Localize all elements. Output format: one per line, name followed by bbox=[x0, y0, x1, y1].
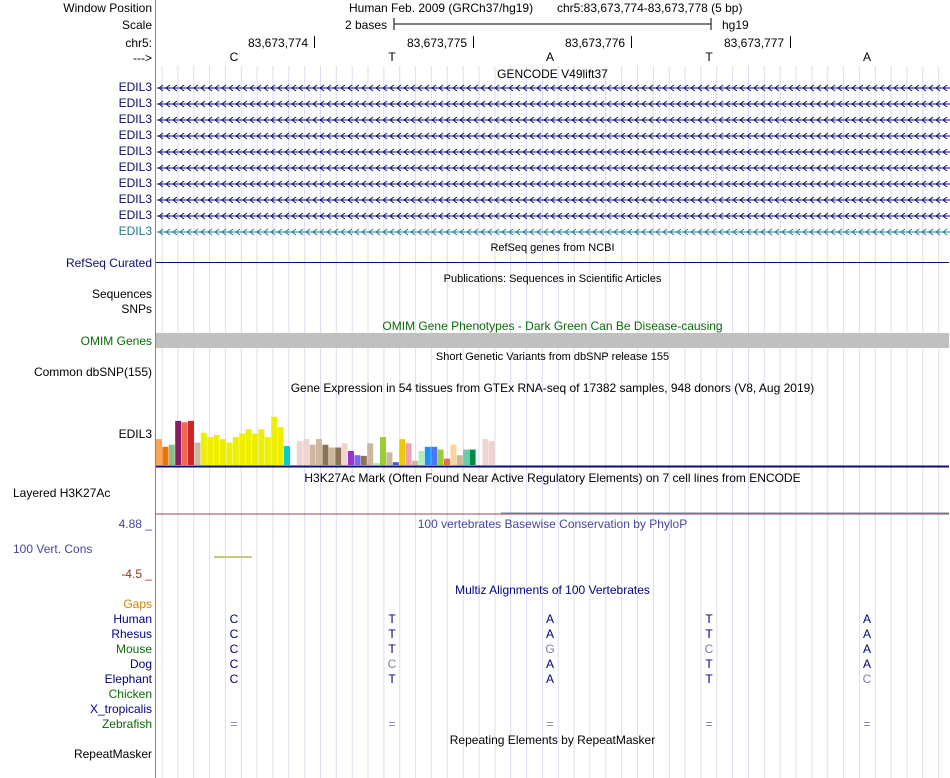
gtex-tissue-bar[interactable] bbox=[399, 439, 405, 465]
coordinate-tick bbox=[473, 36, 474, 48]
gencode-gene-feature[interactable] bbox=[157, 115, 950, 125]
gtex-tissue-bar[interactable] bbox=[188, 421, 194, 465]
multiz-species-label[interactable]: Rhesus bbox=[111, 627, 152, 641]
multiz-base: C bbox=[229, 642, 239, 656]
gencode-gene-label[interactable]: EDIL3 bbox=[118, 160, 152, 174]
gencode-gene-label[interactable]: EDIL3 bbox=[118, 176, 152, 190]
gencode-gene-label[interactable]: EDIL3 bbox=[118, 192, 152, 206]
gencode-gene-label[interactable]: EDIL3 bbox=[118, 80, 152, 94]
base-letter: T bbox=[388, 50, 396, 64]
multiz-base: A bbox=[862, 612, 871, 626]
gtex-tissue-bar[interactable] bbox=[457, 455, 463, 465]
multiz-base: A bbox=[545, 672, 554, 686]
multiz-base: T bbox=[388, 642, 396, 656]
gtex-tissue-bar[interactable] bbox=[438, 450, 444, 465]
coordinate-2: 83,673,775 bbox=[407, 36, 468, 50]
multiz-base: A bbox=[862, 642, 871, 656]
gtex-bar-chart[interactable] bbox=[156, 395, 949, 469]
base-letter: A bbox=[862, 50, 871, 64]
coordinate-4: 83,673,777 bbox=[724, 36, 785, 50]
omim-track-title[interactable]: OMIM Gene Phenotypes - Dark Green Can Be Disease-causing bbox=[382, 319, 723, 333]
gencode-gene-feature[interactable] bbox=[157, 131, 950, 141]
gtex-track-title[interactable]: Gene Expression in 54 tissues from GTEx RNA-seq of 17382 samples, 948 donors (V8, Aug 2019) bbox=[290, 381, 815, 395]
multiz-base: T bbox=[705, 672, 713, 686]
gtex-tissue-bar[interactable] bbox=[329, 448, 335, 466]
multiz-base: A bbox=[545, 612, 554, 626]
dbsnp-track-title[interactable]: Short Genetic Variants from dbSNP release 155 bbox=[435, 351, 670, 363]
multiz-base: T bbox=[388, 672, 396, 686]
gtex-tissue-bar[interactable] bbox=[463, 450, 469, 465]
multiz-base: C bbox=[229, 672, 239, 686]
cons-label[interactable]: 100 Vert. Cons bbox=[13, 542, 93, 556]
gtex-tissue-bar[interactable] bbox=[431, 447, 437, 465]
gtex-tissue-bar[interactable] bbox=[258, 429, 264, 465]
omim-label[interactable]: OMIM Genes bbox=[80, 334, 152, 348]
refseq-label[interactable]: RefSeq Curated bbox=[65, 256, 152, 270]
gencode-gene-feature[interactable] bbox=[157, 163, 950, 173]
multiz-species-label[interactable]: Human bbox=[113, 612, 152, 626]
gtex-tissue-bar[interactable] bbox=[220, 439, 226, 465]
gtex-tissue-bar[interactable] bbox=[265, 437, 271, 465]
multiz-gaps-label[interactable]: Gaps bbox=[123, 597, 152, 611]
multiz-base: C bbox=[229, 612, 239, 626]
multiz-species-label[interactable]: Chicken bbox=[108, 687, 152, 701]
gtex-tissue-bar[interactable] bbox=[367, 443, 373, 465]
multiz-base: T bbox=[705, 627, 713, 641]
cons-min-label: -4.5 _ bbox=[121, 567, 152, 581]
position-text[interactable]: chr5:83,673,774-83,673,778 (5 bp) bbox=[557, 1, 743, 15]
multiz-base: C bbox=[229, 627, 239, 641]
gtex-tissue-bar[interactable] bbox=[214, 435, 220, 465]
scale-bar bbox=[393, 17, 713, 31]
base-letter: C bbox=[229, 50, 239, 64]
gtex-tissue-bar[interactable] bbox=[239, 434, 245, 466]
cons-track-title[interactable]: 100 vertebrates Basewise Conservation by PhyloP bbox=[417, 517, 688, 531]
multiz-base: T bbox=[388, 627, 396, 641]
base-letter: A bbox=[545, 50, 554, 64]
h3k27ac-track-title[interactable]: H3K27Ac Mark (Often Found Near Active Regulatory Elements) on 7 cell lines from ENCODE bbox=[304, 471, 801, 485]
repeatmasker-track-title[interactable]: Repeating Elements by RepeatMasker bbox=[449, 733, 656, 747]
gtex-tissue-bar[interactable] bbox=[175, 421, 181, 465]
gencode-gene-feature[interactable] bbox=[157, 83, 950, 93]
multiz-base: T bbox=[705, 612, 713, 626]
gtex-tissue-bar[interactable] bbox=[182, 422, 188, 465]
coordinate-tick bbox=[631, 36, 632, 48]
gtex-tissue-bar[interactable] bbox=[348, 451, 354, 465]
gtex-tissue-bar[interactable] bbox=[470, 450, 476, 465]
gtex-tissue-bar[interactable] bbox=[162, 447, 168, 465]
refseq-gene-line[interactable] bbox=[156, 262, 949, 263]
multiz-species-label[interactable]: Mouse bbox=[115, 642, 152, 656]
omim-gene-bar[interactable] bbox=[156, 333, 949, 348]
gtex-tissue-bar[interactable] bbox=[297, 441, 303, 465]
gtex-tissue-bar[interactable] bbox=[201, 433, 207, 465]
gencode-gene-label[interactable]: EDIL3 bbox=[118, 96, 152, 110]
gtex-tissue-bar[interactable] bbox=[226, 443, 232, 465]
publications-sequences-label[interactable]: Sequences bbox=[91, 287, 152, 301]
gtex-label[interactable]: EDIL3 bbox=[118, 427, 152, 441]
gtex-tissue-bar[interactable] bbox=[386, 452, 392, 465]
multiz-base: A bbox=[545, 627, 554, 641]
multiz-base: = bbox=[546, 717, 554, 731]
multiz-base: C bbox=[387, 657, 397, 671]
gencode-track-title[interactable]: GENCODE V49lift37 bbox=[497, 67, 608, 81]
multiz-base: A bbox=[862, 627, 871, 641]
multiz-base: = bbox=[388, 717, 396, 731]
multiz-base: T bbox=[705, 657, 713, 671]
gtex-tissue-bar[interactable] bbox=[194, 443, 200, 465]
chrom-label: chr5: bbox=[125, 36, 152, 50]
gencode-gene-label[interactable]: EDIL3 bbox=[118, 224, 152, 238]
gtex-tissue-bar[interactable] bbox=[278, 427, 284, 465]
cons-signal bbox=[156, 555, 949, 561]
multiz-species-label[interactable]: Zebrafish bbox=[101, 717, 152, 731]
coordinate-3: 83,673,776 bbox=[565, 36, 626, 50]
gencode-gene-feature[interactable] bbox=[157, 227, 950, 237]
gtex-tissue-bar[interactable] bbox=[322, 445, 328, 465]
gtex-tissue-bar[interactable] bbox=[271, 417, 277, 465]
gtex-tissue-bar[interactable] bbox=[482, 439, 488, 465]
gtex-tissue-bar[interactable] bbox=[310, 445, 316, 465]
h3k27ac-label[interactable]: Layered H3K27Ac bbox=[13, 486, 111, 500]
scale-label: Scale bbox=[121, 18, 152, 32]
multiz-base: C bbox=[862, 672, 872, 686]
multiz-base: = bbox=[230, 717, 238, 731]
gtex-tissue-bar[interactable] bbox=[284, 446, 290, 465]
gtex-tissue-bar[interactable] bbox=[342, 443, 348, 465]
gtex-tissue-bar[interactable] bbox=[425, 447, 431, 465]
gtex-tissue-bar[interactable] bbox=[361, 456, 367, 465]
gencode-gene-feature[interactable] bbox=[157, 195, 950, 205]
gtex-tissue-bar[interactable] bbox=[354, 455, 360, 465]
gtex-tissue-bar[interactable] bbox=[450, 445, 456, 465]
gtex-tissue-bar[interactable] bbox=[169, 445, 175, 465]
gencode-gene-feature[interactable] bbox=[157, 99, 950, 109]
gtex-tissue-bar[interactable] bbox=[489, 441, 495, 465]
gtex-tissue-bar[interactable] bbox=[156, 439, 162, 465]
gtex-tissue-bar[interactable] bbox=[380, 437, 386, 465]
coordinate-1: 83,673,774 bbox=[248, 36, 309, 50]
scale-text: 2 bases bbox=[345, 18, 388, 32]
strand-label: ---> bbox=[133, 51, 152, 65]
gencode-gene-label[interactable]: EDIL3 bbox=[118, 112, 152, 126]
multiz-base: A bbox=[545, 657, 554, 671]
multiz-base: = bbox=[863, 717, 871, 731]
multiz-base: = bbox=[705, 717, 713, 731]
gtex-tissue-bar[interactable] bbox=[246, 429, 252, 465]
gtex-tissue-bar[interactable] bbox=[406, 443, 412, 465]
multiz-base: C bbox=[229, 657, 239, 671]
repeatmasker-label[interactable]: RepeatMasker bbox=[73, 747, 152, 761]
multiz-species-label[interactable]: Elephant bbox=[104, 672, 152, 686]
base-letter: T bbox=[705, 50, 713, 64]
gtex-tissue-bar[interactable] bbox=[412, 461, 418, 465]
assembly-name[interactable]: Human Feb. 2009 (GRCh37/hg19) bbox=[349, 1, 534, 15]
multiz-track-title[interactable]: Multiz Alignments of 100 Vertebrates bbox=[455, 583, 650, 597]
gtex-tissue-bar[interactable] bbox=[252, 434, 258, 466]
dbsnp-label[interactable]: Common dbSNP(155) bbox=[33, 365, 152, 379]
multiz-base: A bbox=[862, 657, 871, 671]
publications-track-title[interactable]: Publications: Sequences in Scientific Articles bbox=[443, 273, 662, 285]
publications-snps-label[interactable]: SNPs bbox=[121, 302, 152, 316]
gencode-gene-label[interactable]: EDIL3 bbox=[118, 144, 152, 158]
gencode-gene-feature[interactable] bbox=[157, 147, 950, 157]
cons-max-label: 4.88 _ bbox=[118, 517, 152, 531]
multiz-base: G bbox=[545, 642, 555, 656]
coordinate-tick bbox=[790, 36, 791, 48]
multiz-species-label[interactable]: X_tropicalis bbox=[89, 702, 152, 716]
gtex-tissue-bar[interactable] bbox=[335, 448, 341, 466]
gencode-gene-label[interactable]: EDIL3 bbox=[118, 128, 152, 142]
coordinate-tick bbox=[314, 36, 315, 48]
multiz-base: C bbox=[704, 642, 714, 656]
gencode-gene-feature[interactable] bbox=[157, 179, 950, 189]
gtex-tissue-bar[interactable] bbox=[303, 439, 309, 465]
gtex-tissue-bar[interactable] bbox=[207, 437, 213, 465]
scale-db: hg19 bbox=[722, 18, 749, 32]
gtex-tissue-bar[interactable] bbox=[418, 451, 424, 465]
gencode-gene-feature[interactable] bbox=[157, 211, 950, 221]
gtex-tissue-bar[interactable] bbox=[374, 463, 380, 465]
multiz-base: T bbox=[388, 612, 396, 626]
refseq-track-title[interactable]: RefSeq genes from NCBI bbox=[490, 242, 615, 254]
gtex-tissue-bar[interactable] bbox=[316, 439, 322, 465]
gencode-gene-label[interactable]: EDIL3 bbox=[118, 208, 152, 222]
gtex-tissue-bar[interactable] bbox=[233, 437, 239, 465]
gtex-tissue-bar[interactable] bbox=[393, 462, 399, 465]
multiz-species-label[interactable]: Dog bbox=[129, 657, 152, 671]
gtex-tissue-bar[interactable] bbox=[444, 459, 450, 465]
window-position-label: Window Position bbox=[63, 1, 152, 15]
